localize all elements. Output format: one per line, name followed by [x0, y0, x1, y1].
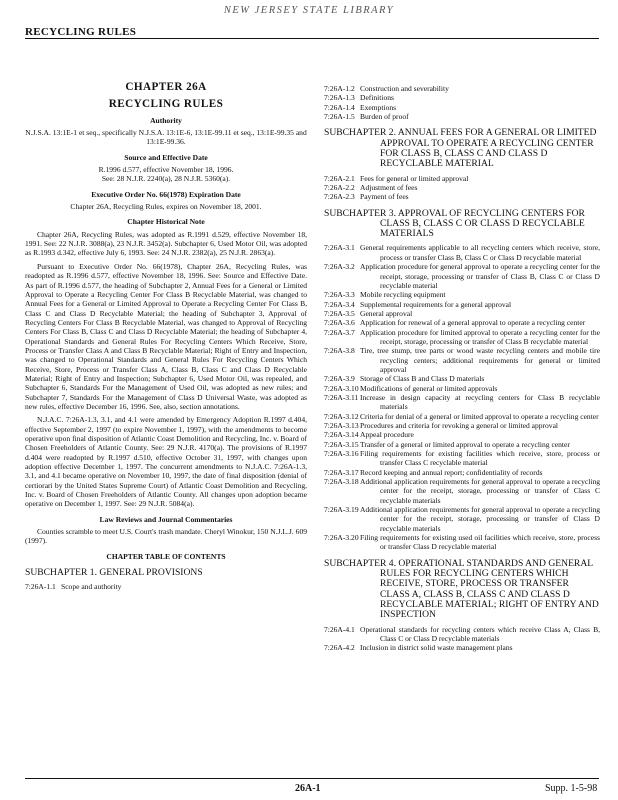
toc-entry-title: Construction and severability [360, 84, 449, 93]
toc-entry-number: 7:26A-3.17 [324, 467, 359, 477]
right-column [324, 84, 600, 653]
toc-entry-title: Application for renewal of a general approval to operate a recycling center [360, 318, 586, 328]
toc-entry [324, 328, 600, 347]
executive-order-heading: Executive Order No. 66(1978) Expiration Date [91, 189, 241, 199]
toc-entry-title: Filing requirements for existing facilities which receive, store, process or transfer Class C recyclable material [360, 449, 600, 468]
toc-entry-number: 7:26A-1.1 [25, 582, 56, 592]
toc-entry-number: 7:26A-3.11 [324, 392, 359, 402]
toc-entry-title: Tire, tree stump, tree parts or wood waste recycling centers and mobile tire recycling centers; additional requirements for general or limited approval [360, 346, 600, 374]
toc-entry-number: 7:26A-3.8 [324, 346, 355, 356]
toc-entry-title: Supplemental requirements for a general approval [360, 299, 512, 309]
toc-entry [324, 84, 600, 93]
toc-entry [324, 421, 600, 430]
toc-entry-title: Storage of Class B and Class D materials [360, 374, 485, 384]
top-rule [25, 38, 599, 39]
toc-entry [324, 93, 600, 102]
toc-entry [324, 262, 600, 290]
toc-entry-title: Record keeping and annual report; confidentiality of records [360, 467, 543, 477]
toc-entry-title: Additional application requirements for general approval to operate a recycling center for the receipt, storage, processing or transfer of Class D recyclable materials [360, 505, 600, 533]
toc-entry-number: 7:26A-3.13 [324, 421, 359, 431]
subchapter-heading: SUBCHAPTER 1. GENERAL PROVISIONS [25, 567, 203, 579]
page-number: 26A-1 [295, 783, 321, 794]
toc-entry [324, 430, 600, 439]
toc-entry-number: 7:26A-2.1 [324, 173, 355, 183]
toc-entry-number: 7:26A-2.2 [324, 182, 355, 192]
toc-entry-number: 7:26A-3.6 [324, 318, 355, 328]
toc-entry [324, 183, 600, 192]
authority-text: N.J.S.A. 13:1E-1 et seq., specifically N.J.S.A. 13:1E-6, 13:1E-99.11 et seq., 13:1E-99.35 and 13:1E-99.36. [25, 128, 307, 147]
toc-entry-number: 7:26A-3.12 [324, 411, 359, 421]
source-text: R.1996 d.577, effective November 18, 1996. [98, 165, 234, 175]
subchapter-heading: SUBCHAPTER 3. APPROVAL OF RECYCLING CENTERS FOR CLASS B, CLASS C OR CLASS D RECYCLABLE MATERIALS [324, 207, 585, 240]
left-column [25, 80, 307, 592]
toc-entry-title: Transfer of a general or limited approval to operate a recycling center [360, 439, 570, 449]
toc-entry-title: Procedures and criteria for revoking a general or limited approval [360, 421, 559, 431]
toc-entry-number: 7:26A-3.1 [324, 243, 355, 253]
toc-entry-number: 7:26A-3.10 [324, 383, 359, 393]
authority-heading: Authority [150, 115, 182, 125]
toc-list [324, 243, 600, 551]
toc-list [324, 625, 600, 653]
toc-entry [324, 290, 600, 299]
toc-entry [324, 103, 600, 112]
toc-entry-number: 7:26A-4.2 [324, 643, 355, 653]
toc-entry-number: 7:26A-3.18 [324, 477, 359, 487]
toc-entry [324, 318, 600, 327]
toc-entry-title: Modifications of general or limited approvals [360, 383, 498, 393]
toc-heading: CHAPTER TABLE OF CONTENTS [106, 551, 226, 561]
toc-entry-title: Scope and authority [61, 582, 122, 592]
running-head: RECYCLING RULES [25, 26, 137, 38]
toc-entry [324, 449, 600, 468]
toc-entry-title: Additional application requirements for general approval to operate a recycling center for the receipt, storage, processing or transfer of Class C recyclable materials [360, 477, 600, 505]
toc-entry-title: General requirements applicable to all recycling centers which receive, store, process or transfer Class B, Class C or Class D recyclable material [360, 243, 600, 262]
historical-note-heading: Chapter Historical Note [127, 217, 205, 227]
toc-entry [324, 440, 600, 449]
toc-entry-title: Application procedure for limited approval to operate a recycling center for the receipt, storage, processing or transfer of Class B recyclable material [360, 327, 600, 346]
toc-list [25, 582, 307, 591]
footer-rule [25, 778, 599, 779]
toc-entry [324, 243, 600, 262]
toc-entry [324, 112, 600, 121]
toc-entry-title: Payment of fees [360, 192, 409, 202]
historical-note-paragraph: N.J.A.C. 7:26A-1.3, 3.1, and 4.1 were amended by Emergency Adoption R.1997 d.404, effective September 2, 1997 (to expire November 1, 1997), with the amendments to become operative upon final disposition of Atlantic Coast Demolition and Recycling, Inc. v. Board of Chosen Freeholders of Atlantic County. See: 29 N.J.R. 4170(a). The provisions of R.1997 d.404 were readopted by R.1997 d.510, effective October 31, 1997, with changes upon adoption effective December 1, 1997. The concurrent amendments to N.J.A.C. 7:26A-1.3, 3.1, and 4.1 became operative on November 10, 1997, the date of final disposition (denial of certiorari by the United States Supreme Court) of Atlantic Coast Demolition and Recycling, Inc. v. Board of Chosen Freeholders of Atlantic County. All changes upon adoption became operative on December 1, 1997. See: 29 N.J.R. 5084(a). [25, 415, 307, 509]
source-heading: Source and Effective Date [124, 152, 208, 162]
toc-entry-number: 7:26A-3.15 [324, 439, 359, 449]
source-citation: See: 28 N.J.R. 2240(a), 28 N.J.R. 5360(a). [101, 174, 231, 184]
toc-entry [324, 393, 600, 412]
toc-entry-number: 7:26A-3.16 [324, 449, 359, 459]
toc-entry-title: Fees for general or limited approval [360, 173, 469, 183]
toc-entry-number: 7:26A-1.5 [324, 112, 355, 122]
toc-list [324, 174, 600, 202]
toc-entry [324, 643, 600, 652]
toc-entry-title: Operational standards for recycling centers which receive Class A, Class B, Class C or Class D recyclable materials [360, 624, 600, 643]
subchapter-heading: SUBCHAPTER 4. OPERATIONAL STANDARDS AND GENERAL RULES FOR RECYCLING CENTERS WHICH RECEIVE, STORE, PROCESS OR TRANSFER CLASS A, CLASS B, CLASS C AND CLASS D RECYCLABLE MATERIAL; RIGHT OF ENTRY AND INSPECTION [324, 557, 599, 621]
toc-entry [324, 346, 600, 374]
toc-entry-title: Exemptions [360, 102, 397, 112]
toc-entry [324, 505, 600, 533]
toc-entry [324, 477, 600, 505]
toc-entry [324, 374, 600, 383]
toc-entry-number: 7:26A-3.14 [324, 430, 359, 440]
toc-entry [25, 582, 307, 591]
historical-note-paragraph: Pursuant to Executive Order No. 66(1978), Chapter 26A, Recycling Rules, was readopted as R.1996 d.577, effective November 18, 1996. See: Source and Effective Date. As part of R.1996 d.577, the heading of Subchapter 2, Annual Fees for a General or Limited Approval to Operate a Recycling Center For Class B Recyclable Material, was changed to Annual Fees for a General or Limited Approval to Operate a Recycling Center For Class B, Class C and Class D Recyclable Material; the heading of Subchapter 3, Approval of Recycling Centers For Class B Recyclable Material, was changed to Approval of Recycling Centers For Class B, Class C and Class D Recyclable Material; the heading of Subchapter 4, Operational Standards and General Rules For Recycling Centers Which Receive, Store, Process or Transfer Class A and Class B Recyclable Material; Right of Entry and Inspection, was changed to Operational Standards and General Rules For Recycling Centers Which Receive, Store, Process or Transfer Class A, Class B, Class C and Class D Recyclable Material; Right of Entry and Inspection; Subchapter 6, Used Motor Oil, was repealed, and Subchapter 6, Standards For the Management of Used Oil, was adopted as new rules; and Subchapter 7, Standards For the Management of Class D Universal Waste, was adopted as new rules, effective December 16, 1996. See, also, section annotations. [25, 261, 307, 411]
toc-entry-title: Filing requirements for existing used oil facilities which receive, store, process or transfer Class D recyclable material [360, 533, 600, 552]
toc-entry-title: Inclusion in district solid waste management plans [360, 643, 513, 653]
toc-entry-number: 7:26A-1.3 [324, 93, 355, 103]
toc-list [324, 84, 600, 121]
toc-entry-number: 7:26A-3.4 [324, 299, 355, 309]
toc-entry-number: 7:26A-1.2 [324, 84, 355, 93]
toc-entry-number: 7:26A-3.9 [324, 374, 355, 384]
law-reviews-heading: Law Reviews and Journal Commentaries [99, 514, 233, 524]
toc-entry [324, 384, 600, 393]
toc-entry-number: 7:26A-4.1 [324, 624, 355, 634]
toc-entry-title: Adjustment of fees [360, 182, 418, 192]
toc-entry [324, 174, 600, 183]
toc-entry [324, 468, 600, 477]
toc-entry [324, 625, 600, 644]
chapter-number: CHAPTER 26A [125, 81, 207, 93]
toc-entry-title: Increase in design capacity at recycling centers for Class B recyclable materials [360, 392, 600, 412]
toc-entry [324, 300, 600, 309]
toc-entry-title: General approval [360, 308, 413, 318]
executive-order-text: Chapter 26A, Recycling Rules, expires on November 18, 2001. [70, 202, 262, 212]
toc-entry [324, 192, 600, 201]
toc-entry [324, 309, 600, 318]
toc-entry-number: 7:26A-1.4 [324, 102, 355, 112]
law-reviews-text: Counties scramble to meet U.S. Court's trash mandate. Cheryl Winokur, 150 N.J.L.J. 609 (1997). [25, 527, 307, 546]
toc-entry-number: 7:26A-3.19 [324, 505, 359, 515]
toc-entry-number: 7:26A-2.3 [324, 192, 355, 202]
library-stamp: NEW JERSEY STATE LIBRARY [223, 5, 395, 16]
toc-entry-title: Criteria for denial of a general or limited approval to operate a recycling center [360, 411, 599, 421]
toc-entry [324, 412, 600, 421]
toc-entry-title: Application procedure for general approval to operate a recycling center for the receipt, storage, processing or transfer of Class B, Class C or Class D recyclable material [360, 262, 600, 290]
toc-entry [324, 533, 600, 552]
supplement-date: Supp. 1-5-98 [545, 783, 598, 794]
toc-entry-number: 7:26A-3.3 [324, 290, 355, 300]
toc-entry-title: Appeal procedure [360, 430, 414, 440]
chapter-title: RECYCLING RULES [108, 98, 224, 111]
toc-entry-title: Definitions [360, 93, 394, 103]
subchapter-heading: SUBCHAPTER 2. ANNUAL FEES FOR A GENERAL OR LIMITED APPROVAL TO OPERATE A RECYCLING CENTER FOR CLASS B, CLASS C AND CLASS D RECYCLABLE MATERIAL [324, 127, 597, 170]
historical-note-paragraph: Chapter 26A, Recycling Rules, was adopted as R.1991 d.529, effective November 18, 1991. See: 22 N.J.R. 3088(a), 23 N.J.R. 3452(a). Subchapter 6, Used Motor Oil, was adopted as R.1993 d.342, effective July 6, 1993. See: 24 N.J.R. 2382(a), 25 N.J.R. 2863(a). [25, 229, 307, 258]
toc-entry-number: 7:26A-3.20 [324, 533, 359, 543]
toc-entry-title: Mobile recycling equipment [360, 290, 446, 300]
toc-entry-title: Burden of proof [360, 112, 409, 122]
toc-entry-number: 7:26A-3.2 [324, 262, 355, 272]
toc-entry-number: 7:26A-3.7 [324, 327, 355, 337]
toc-entry-number: 7:26A-3.5 [324, 308, 355, 318]
